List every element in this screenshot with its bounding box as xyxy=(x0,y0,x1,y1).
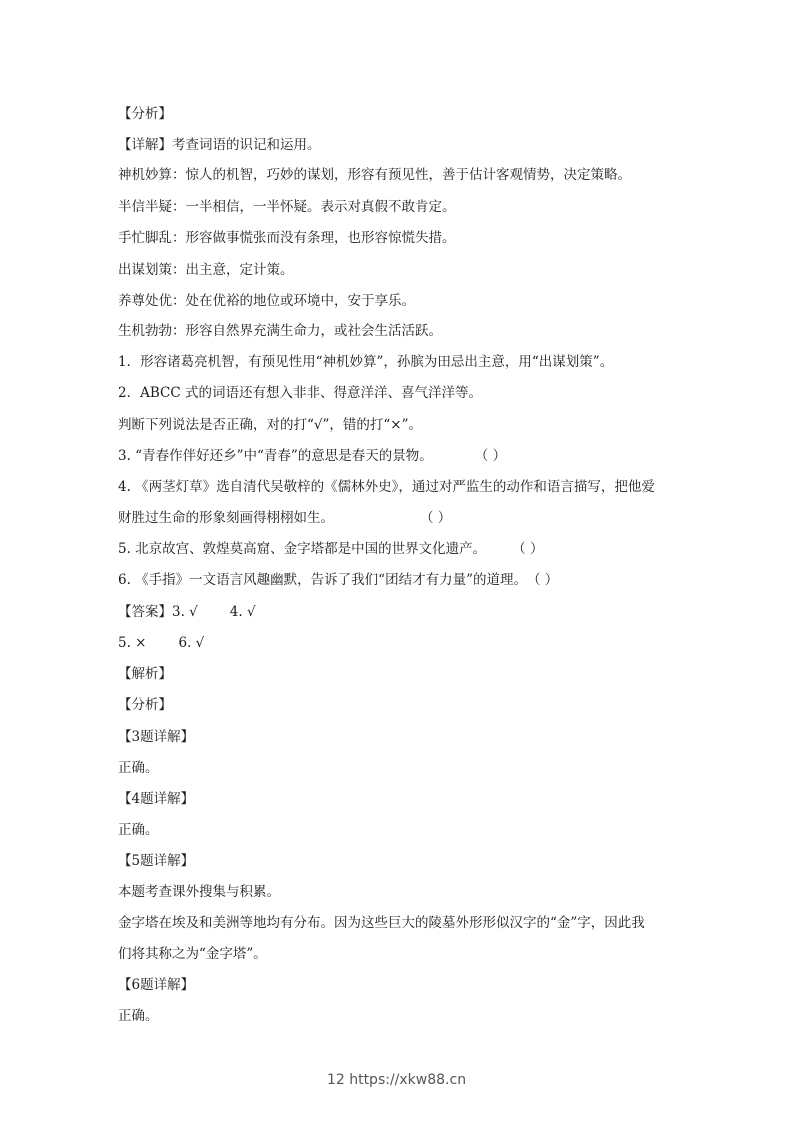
definition-line: 出谋划策：出主意，定计策。 xyxy=(118,262,294,278)
question-6-bracket: （ ） xyxy=(526,572,559,588)
q4-detail-heading: 【4题详解】 xyxy=(118,791,195,807)
question-4-bracket: （ ） xyxy=(420,510,452,526)
q5-detail-text-1: 本题考查课外搜集与积累。 xyxy=(118,884,280,900)
page-footer: 12 https://xkw88.cn xyxy=(326,1072,467,1088)
q5-detail-text-3: 们将其称之为“金字塔”。 xyxy=(118,946,267,962)
detail-heading: 【详解】考查词语的识记和运用。 xyxy=(118,137,321,153)
question-4-line-1: 4. 《两茎灯草》选自清代吴敬梓的《儒林外史》，通过对严监生的动作和语言描写，把他爱 xyxy=(118,479,655,495)
q6-detail-heading: 【6题详解】 xyxy=(118,977,195,993)
q3-detail-heading: 【3题详解】 xyxy=(118,729,195,745)
answer-row-1 xyxy=(118,603,688,621)
question-5-text: 5. 北京故宫、敦煌莫高窟、金字塔都是中国的世界文化遗产。 xyxy=(118,541,487,557)
answer-line: 2．ABCC 式的词语还有想入非非、得意洋洋、喜气洋洋等。 xyxy=(118,385,482,401)
answer-4: 4. √ xyxy=(229,604,256,620)
question-3-text: 3. “青春作伴好还乡”中“青春”的意思是春天的景物。 xyxy=(118,448,433,464)
answer-5: 5. × xyxy=(118,635,147,651)
question-6-text: 6. 《手指》一文语言风趣幽默，告诉了我们“团结才有力量”的道理。 xyxy=(118,572,527,588)
q5-detail-heading: 【5题详解】 xyxy=(118,853,195,869)
question-4 xyxy=(118,509,688,527)
q6-detail-text: 正确。 xyxy=(118,1008,159,1024)
question-4-text: 财胜过生命的形象刻画得栩栩如生。 xyxy=(118,510,334,526)
section-heading-explanation: 【解析】 xyxy=(118,666,172,682)
definition-line: 半信半疑：一半相信，一半怀疑。表示对真假不敢肯定。 xyxy=(118,199,456,215)
answer-6: 6. √ xyxy=(178,635,205,651)
definition-line: 神机妙算：惊人的机智，巧妙的谋划，形容有预见性，善于估计客观情势，决定策略。 xyxy=(118,167,631,183)
definition-line: 生机勃勃：形容自然界充满生命力，或社会生活活跃。 xyxy=(118,323,442,339)
answer-3: 【答案】3. √ xyxy=(118,604,198,620)
question-3-bracket: （ ） xyxy=(474,448,507,464)
question-5-bracket: （ ） xyxy=(512,541,544,557)
question-5 xyxy=(118,540,688,558)
section-heading-analysis-2: 【分析】 xyxy=(118,697,172,713)
question-3 xyxy=(118,447,688,465)
section-heading-analysis: 【分析】 xyxy=(118,106,172,122)
question-6 xyxy=(118,571,688,589)
instruction-line: 判断下列说法是否正确，对的打“√”，错的打“×”。 xyxy=(118,417,423,433)
q4-detail-text: 正确。 xyxy=(118,822,159,838)
definition-line: 手忙脚乱：形容做事慌张而没有条理，也形容惊慌失措。 xyxy=(118,230,456,246)
definition-line: 养尊处优：处在优裕的地位或环境中，安于享乐。 xyxy=(118,293,415,309)
answer-row-2 xyxy=(118,634,688,652)
q5-detail-text-2: 金字塔在埃及和美洲等地均有分布。因为这些巨大的陵墓外形形似汉字的“金”字，因此我 xyxy=(118,915,645,931)
q3-detail-text: 正确。 xyxy=(118,760,159,776)
answer-line: 1．形容诸葛亮机智，有预见性用“神机妙算”，孙膑为田忌出主意，用“出谋划策”。 xyxy=(118,354,614,370)
